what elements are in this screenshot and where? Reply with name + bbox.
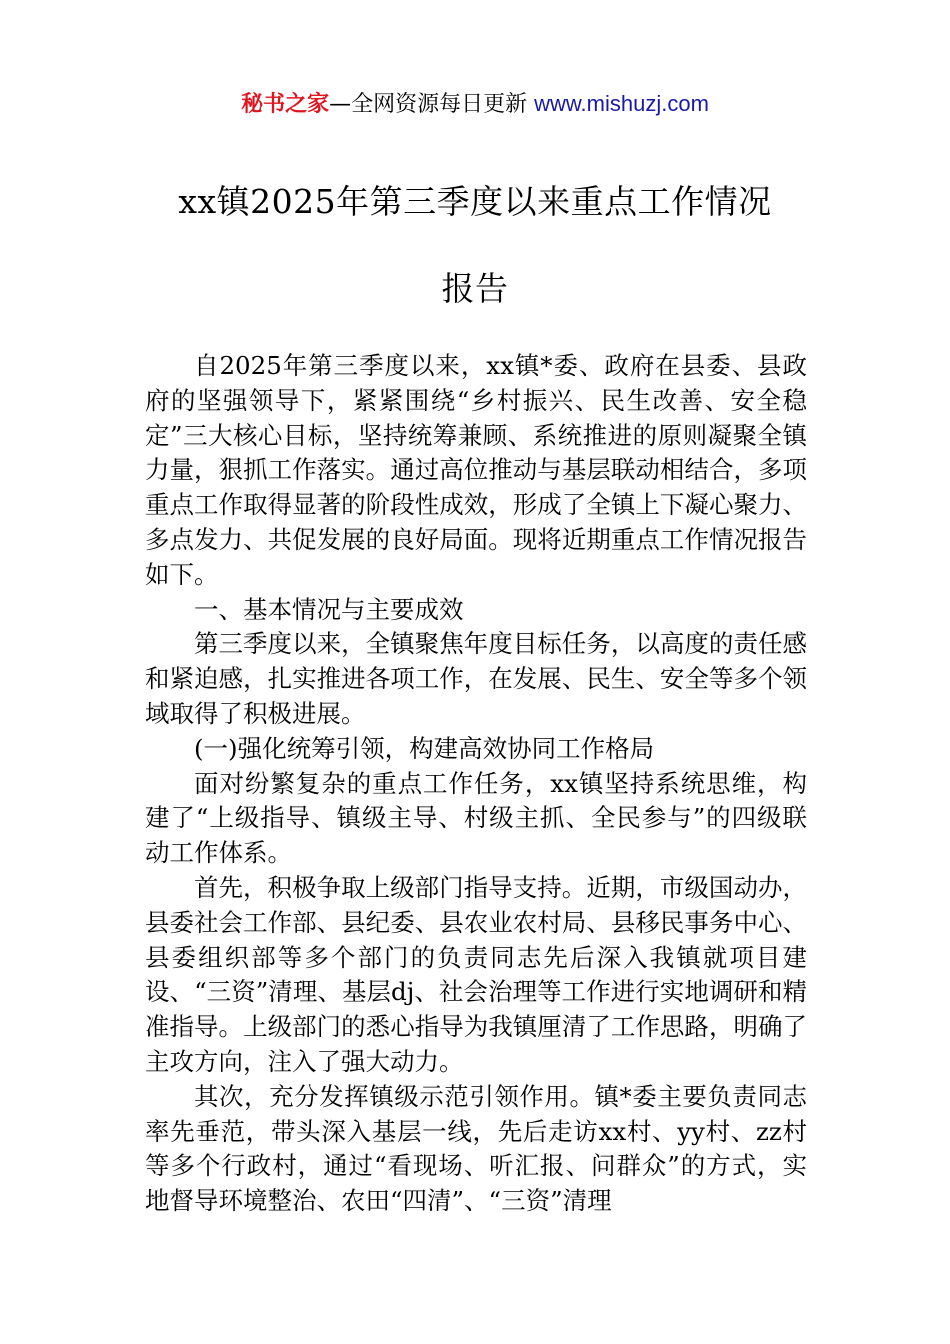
- subsection-heading-1: (一)强化统筹引领，构建高效协同工作格局: [194, 733, 655, 763]
- body-paragraph: 面对纷繁复杂的重点工作任务，xx镇坚持系统思维，构建了“上级指导、镇级主导、村级主抓、全民参与”的四级联动工作体系。: [145, 768, 807, 868]
- body-paragraph: 其次，充分发挥镇级示范引领作用。镇*委主要负责同志率先垂范，带头深入基层一线，先后走访xx村、yy村、zz村等多个行政村，通过“看现场、听汇报、问群众”的方式，实地督导环境整治、农田“四清”、“三资”清理: [145, 1081, 807, 1216]
- section-heading-1: 一、基本情况与主要成效: [194, 594, 464, 624]
- site-brand: 秘书之家: [241, 92, 330, 117]
- site-tagline: —全网资源每日更新: [329, 92, 535, 117]
- body-paragraph: 首先，积极争取上级部门指导支持。近期，市级国动办，县委社会工作部、县纪委、县农业农村局、县移民事务中心、县委组织部等多个部门的负责同志先后深入我镇就项目建设、“三资”清理、基层dj、社会治理等工作进行实地调研和精准指导。上级部门的悉心指导为我镇厘清了工作思路，明确了主攻方向，注入了强大动力。: [145, 872, 807, 1076]
- body-paragraph: 第三季度以来，全镇聚焦年度目标任务，以高度的责任感和紧迫感，扎实推进各项工作，在发展、民生、安全等多个领域取得了积极进展。: [145, 629, 807, 728]
- site-header: [0, 88, 950, 121]
- document-title: [100, 158, 850, 332]
- title-line-1: xx镇2025年第三季度以来重点工作情况: [178, 182, 772, 221]
- site-url[interactable]: www.mishuzj.com: [534, 91, 709, 116]
- document-body: [145, 349, 807, 1219]
- title-line-2: 报告: [441, 269, 509, 308]
- intro-paragraph: 自2025年第三季度以来，xx镇*委、政府在县委、县政府的坚强领导下，紧紧围绕“乡村振兴、民生改善、安全稳定”三大核心目标，坚持统筹兼顾、系统推进的原则凝聚全镇力量，狠抓工作落实。通过高位推动与基层联动相结合，多项重点工作取得显著的阶段性成效，形成了全镇上下凝心聚力、多点发力、共促发展的良好局面。现将近期重点工作情况报告如下。: [145, 351, 807, 589]
